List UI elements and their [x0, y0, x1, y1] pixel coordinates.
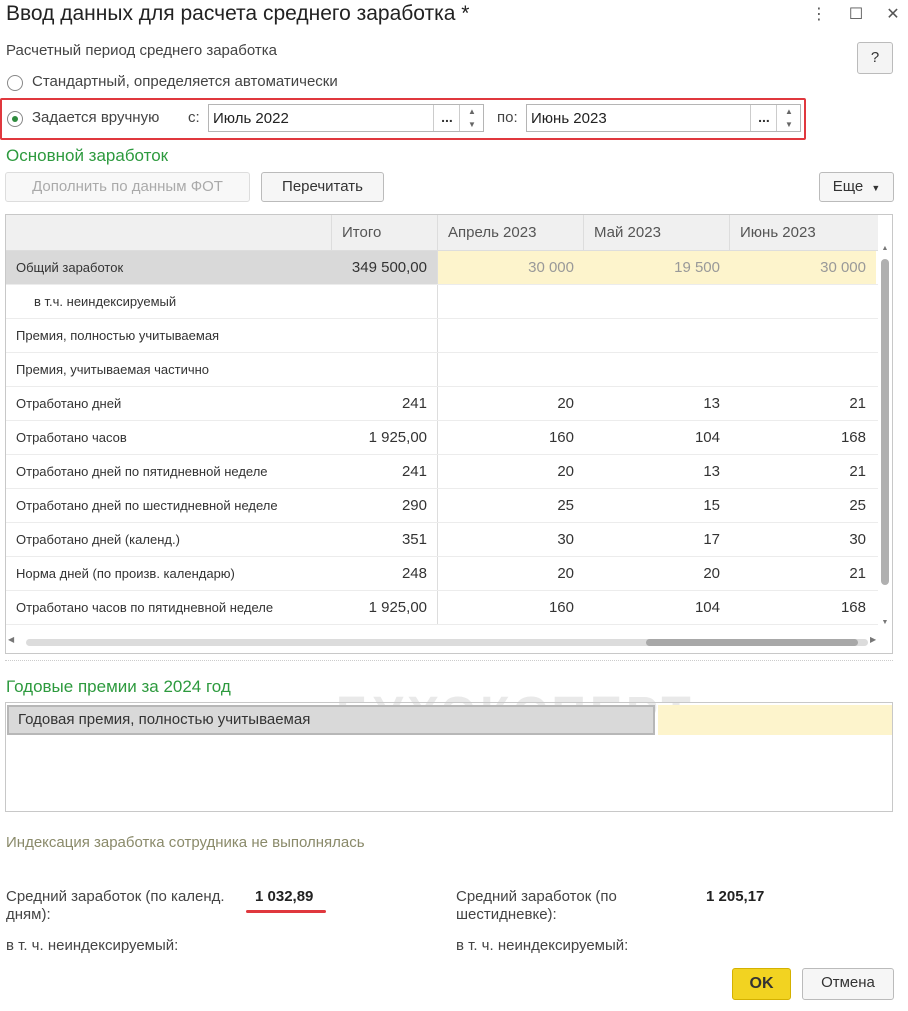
- divider: [5, 660, 893, 661]
- avg-sixday-label: Средний заработок (по: [456, 888, 617, 905]
- row-value[interactable]: [332, 285, 438, 318]
- radio-auto-label[interactable]: Стандартный, определяется автоматически: [32, 73, 338, 90]
- horizontal-scroll-thumb[interactable]: [646, 639, 858, 646]
- table-row[interactable]: [6, 455, 878, 489]
- row-value[interactable]: 1 925,00: [332, 421, 438, 454]
- avg-sixday-nonindexed-label: в т. ч. неиндексируемый:: [456, 937, 629, 954]
- row-value[interactable]: [730, 285, 876, 318]
- table-row[interactable]: [6, 421, 878, 455]
- bonus-row-label: Годовая премия, полностью учитываемая: [18, 711, 311, 728]
- row-value[interactable]: [584, 285, 730, 318]
- avg-calendar-label: Средний заработок (по календ.: [6, 888, 225, 905]
- row-label[interactable]: Отработано дней (календ.): [16, 532, 180, 547]
- row-value[interactable]: [332, 353, 438, 386]
- column-header-month-1[interactable]: Апрель 2023: [438, 215, 584, 251]
- table-row[interactable]: [6, 591, 878, 625]
- row-value[interactable]: [730, 319, 876, 352]
- row-value[interactable]: 241: [332, 387, 438, 420]
- row-label[interactable]: Отработано дней: [16, 396, 122, 411]
- row-label[interactable]: Отработано дней по пятидневной неделе: [16, 464, 268, 479]
- row-value[interactable]: 30 000: [438, 251, 584, 284]
- period-label: Расчетный период среднего заработка: [6, 42, 277, 59]
- row-value[interactable]: 21: [849, 463, 866, 480]
- row-label[interactable]: Отработано часов: [16, 430, 127, 445]
- row-value[interactable]: 30: [849, 531, 866, 548]
- from-label: с:: [188, 109, 200, 126]
- scroll-down-icon[interactable]: ▼: [881, 619, 889, 626]
- radio-auto[interactable]: [7, 75, 23, 91]
- avg-calendar-underline: [246, 910, 326, 913]
- row-value[interactable]: 168: [840, 429, 866, 446]
- chevron-down-icon[interactable]: ▼: [468, 120, 476, 129]
- from-date-field[interactable]: [208, 104, 484, 132]
- row-value[interactable]: 104: [694, 429, 720, 446]
- row-value[interactable]: [584, 319, 730, 352]
- row-label[interactable]: Норма дней (по произв. календарю): [16, 566, 235, 581]
- row-value[interactable]: 349 500,00: [332, 251, 438, 284]
- row-label[interactable]: Отработано дней по шестидневной неделе: [16, 498, 278, 513]
- row-value[interactable]: 248: [332, 557, 438, 590]
- annual-bonus-title: Годовые премии за 2024 год: [6, 677, 231, 696]
- row-value[interactable]: 30: [557, 531, 574, 548]
- window-title: Ввод данных для расчета среднего заработка *: [6, 2, 470, 25]
- to-date-value[interactable]: Июнь 2023: [531, 110, 607, 127]
- row-value[interactable]: 20: [557, 565, 574, 582]
- chevron-up-icon[interactable]: ▲: [468, 107, 476, 116]
- row-value[interactable]: 1 925,00: [332, 591, 438, 624]
- table-row[interactable]: [6, 285, 878, 319]
- row-value[interactable]: 13: [703, 463, 720, 480]
- row-value[interactable]: 168: [840, 599, 866, 616]
- chevron-down-icon[interactable]: ▼: [785, 120, 793, 129]
- row-label[interactable]: Премия, учитываемая частично: [16, 362, 210, 377]
- row-value[interactable]: 290: [332, 489, 438, 522]
- avg-sixday-value: 1 205,17: [706, 888, 765, 905]
- row-value[interactable]: 21: [849, 395, 866, 412]
- help-button[interactable]: ?: [857, 42, 893, 74]
- row-value[interactable]: 21: [849, 565, 866, 582]
- row-label[interactable]: Отработано часов по пятидневной неделе: [16, 600, 274, 615]
- maximize-icon[interactable]: ☐: [848, 6, 864, 23]
- row-value[interactable]: [438, 285, 584, 318]
- row-value[interactable]: 19 500: [584, 251, 730, 284]
- more-button[interactable]: [819, 172, 894, 202]
- from-date-value[interactable]: Июль 2022: [213, 110, 289, 127]
- row-value[interactable]: 351: [332, 523, 438, 556]
- main-earnings-title: Основной заработок: [6, 146, 169, 165]
- close-icon[interactable]: ✕: [886, 6, 900, 23]
- column-header-total[interactable]: Итого: [332, 215, 438, 251]
- row-value[interactable]: 241: [332, 455, 438, 488]
- more-menu-icon[interactable]: ⋮: [811, 6, 827, 23]
- vertical-scrollbar[interactable]: [880, 245, 890, 627]
- table-row[interactable]: [6, 251, 878, 285]
- row-label[interactable]: Общий заработок: [6, 251, 332, 284]
- ok-button[interactable]: OK: [732, 968, 791, 1000]
- row-value[interactable]: 160: [548, 599, 574, 616]
- row-label[interactable]: Премия, полностью учитываемая: [16, 328, 220, 343]
- table-row[interactable]: [6, 387, 878, 421]
- to-label: по:: [497, 109, 518, 126]
- indexation-note: Индексация заработка сотрудника не выполнялась: [6, 834, 365, 851]
- fill-from-fot-button[interactable]: Дополнить по данным ФОТ: [5, 172, 250, 202]
- column-header-label: [6, 215, 332, 251]
- from-date-spinner[interactable]: [459, 105, 484, 131]
- table-row[interactable]: [6, 523, 878, 557]
- scroll-up-icon[interactable]: ▲: [881, 245, 889, 252]
- table-header: [6, 215, 878, 251]
- row-value[interactable]: 20: [557, 463, 574, 480]
- column-header-month-3[interactable]: Июнь 2023: [740, 224, 816, 241]
- scroll-right-icon[interactable]: ▶: [870, 635, 877, 644]
- chevron-down-icon: ▼: [871, 183, 881, 193]
- avg-calendar-nonindexed-label: в т. ч. неиндексируемый:: [6, 937, 179, 954]
- vertical-scroll-thumb[interactable]: [881, 259, 889, 585]
- row-value[interactable]: 20: [557, 395, 574, 412]
- bonus-row-value-cell[interactable]: [658, 705, 892, 735]
- radio-manual[interactable]: [7, 111, 23, 127]
- to-date-select-button[interactable]: ...: [750, 105, 777, 131]
- row-value[interactable]: 160: [548, 429, 574, 446]
- row-value[interactable]: [332, 319, 438, 352]
- reread-button[interactable]: Перечитать: [261, 172, 384, 202]
- to-date-field[interactable]: [526, 104, 801, 132]
- row-value[interactable]: [438, 353, 584, 386]
- avg-calendar-label-2: дням):: [6, 906, 51, 923]
- avg-sixday-label-2: шестидневке):: [456, 906, 557, 923]
- bonus-row-label-cell[interactable]: [7, 705, 655, 735]
- row-value[interactable]: 25: [557, 497, 574, 514]
- row-value[interactable]: 17: [703, 531, 720, 548]
- table-row[interactable]: [6, 353, 878, 387]
- earnings-table[interactable]: [5, 214, 893, 654]
- chevron-up-icon[interactable]: ▲: [785, 107, 793, 116]
- row-value[interactable]: 104: [694, 599, 720, 616]
- avg-calendar-value: 1 032,89: [255, 888, 314, 905]
- row-value[interactable]: [730, 353, 876, 386]
- radio-manual-label[interactable]: Задается вручную: [32, 109, 160, 126]
- row-value[interactable]: 15: [703, 497, 720, 514]
- row-label[interactable]: в т.ч. неиндексируемый: [34, 294, 177, 309]
- cancel-button[interactable]: Отмена: [802, 968, 894, 1000]
- from-date-select-button[interactable]: ...: [433, 105, 460, 131]
- more-button-label: Еще: [832, 178, 864, 195]
- row-value[interactable]: 20: [703, 565, 720, 582]
- table-row[interactable]: [6, 557, 878, 591]
- scroll-left-icon[interactable]: ◀: [8, 635, 15, 644]
- row-value[interactable]: [584, 353, 730, 386]
- to-date-spinner[interactable]: [776, 105, 801, 131]
- table-row[interactable]: [6, 319, 878, 353]
- row-value[interactable]: 13: [703, 395, 720, 412]
- row-value[interactable]: [438, 319, 584, 352]
- horizontal-scrollbar[interactable]: [8, 635, 878, 647]
- column-header-month-2[interactable]: Май 2023: [584, 215, 730, 251]
- table-row[interactable]: [6, 489, 878, 523]
- annual-bonus-table[interactable]: [5, 702, 893, 812]
- row-value[interactable]: 30 000: [730, 251, 876, 284]
- row-value[interactable]: 25: [849, 497, 866, 514]
